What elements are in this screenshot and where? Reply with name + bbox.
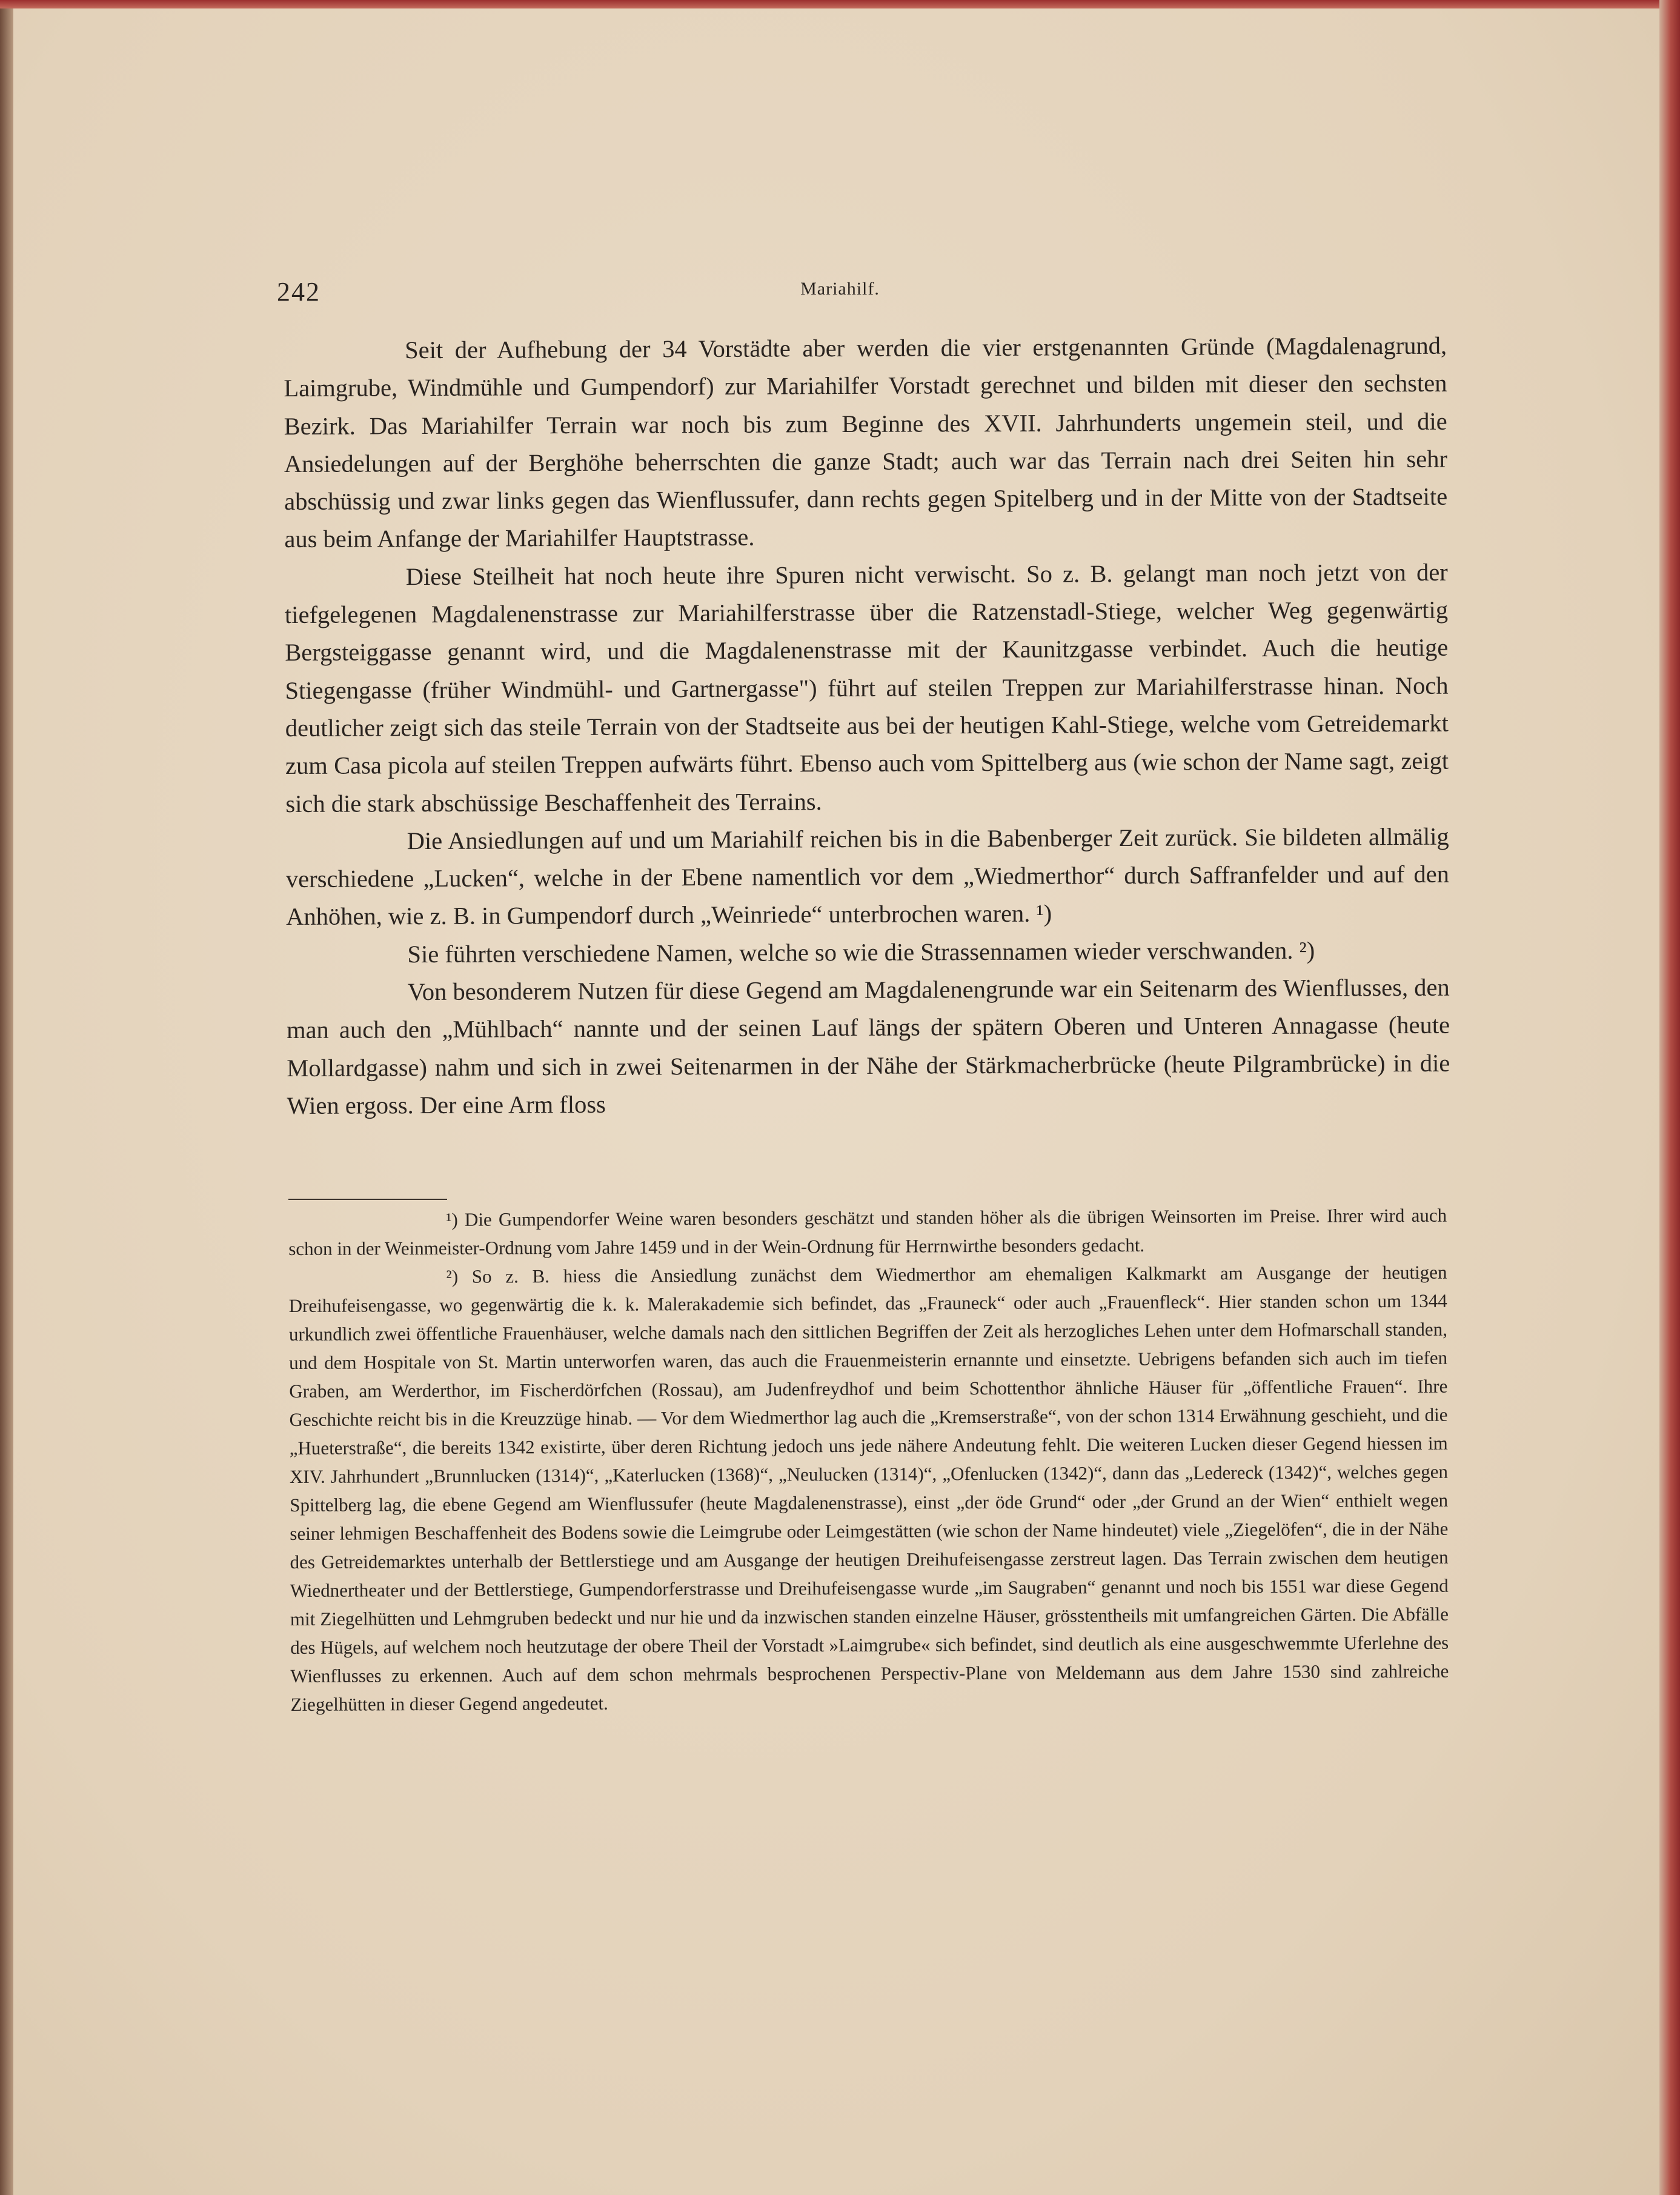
paragraph: Seit der Aufhebung der 34 Vorstädte aber werden die vier erstgenannten Gründe (Magdalenagrund, Laimgrube, Windmühle und Gumpendorf) zur Mariahilfer Vorstadt gerechnet und bilden mit dieser den sechsten Bezirk. Das Mariahilfer Terrain war noch bis zum Beginne des XVII. Jahrhunderts ungemein steil, und die Ansiedelungen auf der Berghöhe beherrschten die ganze Stadt; auch war das Terrain nach drei Seiten hin sehr abschüssig und zwar links gegen das Wienflussufer, dann rechts gegen Spitelberg und in der Mitte von der Stadtseite aus beim Anfange der Mariahilfer Hauptstrasse. bbox=[284, 331, 1448, 553]
book-cover-edge bbox=[1659, 0, 1680, 2195]
footnote-separator bbox=[288, 1199, 447, 1200]
book-edge-top bbox=[0, 0, 1680, 8]
running-title: Mariahilf. bbox=[800, 279, 880, 299]
paragraph: Von besonderem Nutzen für diese Gegend am Magdalenengrunde war ein Seitenarm des Wienflusses, den man auch den „Mühlbach“ nannte und der seinen Lauf längs der spätern Oberen und Unteren Annagasse (heute Mollardgasse) nahm und sich in zwei Seitenarmen in der Nähe der Stärkmacherbrücke (heute Pilgrambrücke) in die Wien ergoss. Der eine Arm floss bbox=[286, 973, 1450, 1119]
paragraph: Die Ansiedlungen auf und um Mariahilf reichen bis in die Babenberger Zeit zurück. Sie bildeten allmälig verschiedene „Lucken“, welche in der Ebene namentlich vor dem „Wiedmerthor“ durch Saffranfelder und auf den Anhöhen, wie z. B. in Gumpendorf durch „Weinriede“ unterbrochen waren. ¹) bbox=[285, 822, 1450, 931]
paragraph: Sie führten verschiedene Namen, welche so wie die Strassennamen wieder verschwanden. ²) bbox=[407, 936, 1315, 968]
footnotes-block bbox=[288, 1201, 1449, 1719]
book-spine-shadow bbox=[0, 0, 13, 2195]
paragraph: Diese Steilheit hat noch heute ihre Spuren nicht verwischt. So z. B. gelangt man noch jetzt von der tiefgelegenen Magdalenenstrasse zur Mariahilferstrasse über die Ratzenstadl-Stiege, welcher Weg gegenwärtig Bergsteiggasse genannt wird, und die Magdalenenstrasse mit der Kaunitzgasse verbindet. Auch die heutige Stiegengasse (früher Windmühl- und Gartnergasse") führt auf steilen Treppen zur Mariahilferstrasse hinan. Noch deutlicher zeigt sich das steile Terrain von der Stadtseite aus bei der heutigen Kahl-Stiege, welche vom Getreidemarkt zum Casa picola auf steilen Treppen aufwärts führt. Ebenso auch vom Spittelberg aus (wie schon der Name sagt, zeigt sich die stark abschüssige Beschaffenheit des Terrains. bbox=[284, 558, 1449, 818]
page-number: 242 bbox=[277, 277, 320, 307]
main-text-block bbox=[284, 327, 1450, 1125]
footnote: ¹) Die Gumpendorfer Weine waren besonders geschätzt und standen höher als die übrigen Weinsorten im Preise. Ihrer wird auch schon in der Weinmeister-Ordnung vom Jahre 1459 und in der Wein-Ordnung für Herrnwirthe besonders gedacht. bbox=[288, 1204, 1447, 1259]
footnote: ²) So z. B. hiess die Ansiedlung zunächst dem Wiedmerthor am ehemaligen Kalkmarkt am Ausgange der heutigen Dreihufeisengasse, wo gegenwärtig die k. k. Malerakademie sich befindet, das „Frauneck“ oder auch „Frauenfleck“. Hier standen schon um 1344 urkundlich zwei öffentliche Frauenhäuser, welche damals nach den sittlichen Begriffen der Zeit als herzogliches Lehen unter dem Hofmarschall standen, und dem Hospitale von St. Martin unterworfen waren, das auch die Frauenmeisterin ernannte und einsetzte. Uebrigens befanden sich auch im tiefen Graben, am Werderthor, im Fischerdörfchen (Rossau), am Judenfreydhof und beim Schottenthor ähnliche Häuser für „öffentliche Frauen“. Ihre Geschichte reicht bis in die Kreuzzüge hinab. — Vor dem Wiedmerthor lag auch die „Kremserstraße“, von der schon 1314 Erwähnung geschieht, und die „Hueterstraße“, die bereits 1342 existirte, über deren Richtung jedoch uns jede nähere Andeutung fehlt. Die weiteren Lucken dieser Gegend hiessen im XIV. Jahrhundert „Brunnlucken (1314)“, „Katerlucken (1368)“, „Neulucken (1314)“, „Ofenlucken (1342)“, dann das „Ledereck (1342)“, welches gegen Spittelberg lag, die ebene Gegend am Wienflussufer (heute Magdalenenstrasse), einst „der öde Grund“ oder „der Grund an der Wien“ enthielt wegen seiner lehmigen Beschaffenheit des Bodens sowie die Leimgrube oder Leimgestätten (wie schon der Name hindeutet) viele „Ziegelöfen“, die in der Nähe des Getreidemarktes unterhalb der Bettlerstiege und am Ausgange der heutigen Dreihufeisengasse zerstreut lagen. Das Terrain zwischen dem heutigen Wiednertheater und der Bettlerstiege, Gumpendorferstrasse und Dreihufeisengasse wurde „im Saugraben“ genannt und noch bis 1551 war diese Gegend mit Ziegelhütten und Lehmgruben bedeckt und nur hie und da inzwischen standen einzelne Häuser, grösstentheils mit umfangreichen Gärten. Die Abfälle des Hügels, auf welchem noch heutzutage der obere Theil der Vorstadt »Laimgrube« sich befindet, sind deutlich als eine ausgeschwemmte Uferlehne des Wienflusses zu erkennen. Auch auf dem schon mehrmals besprochenen Perspectiv-Plane von Meldemann aus dem Jahre 1530 sind zahlreiche Ziegelhütten in dieser Gegend angedeutet. bbox=[288, 1261, 1449, 1715]
